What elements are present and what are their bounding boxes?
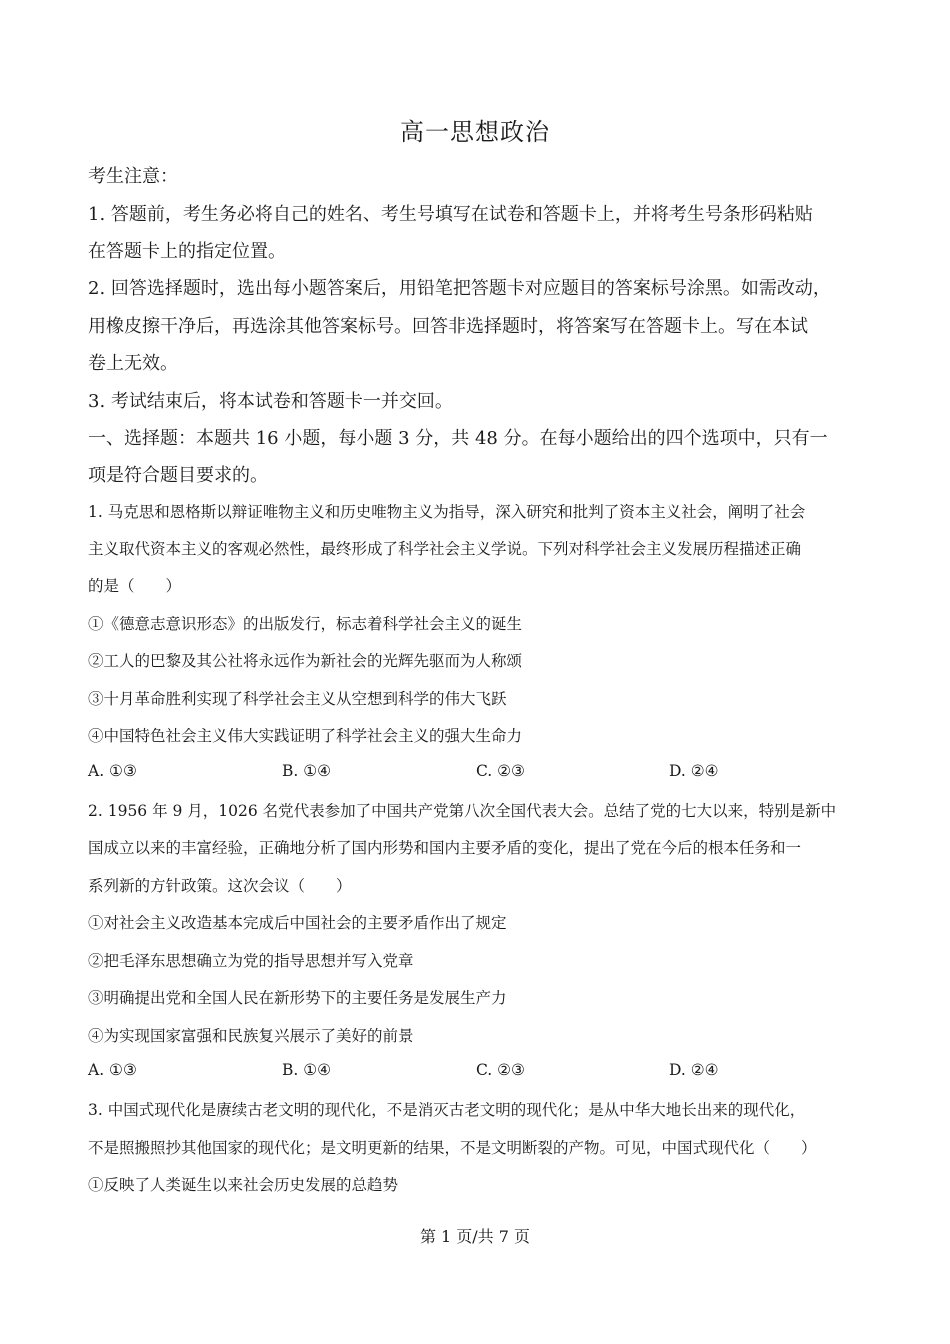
- q3-stem-line-2: 不是照搬照抄其他国家的现代化；是文明更新的结果，不是文明断裂的产物。可见，中国式现代化（ ）: [88, 1139, 817, 1157]
- q1-option-b: B. ①④: [282, 762, 332, 780]
- q2-item-4: ④为实现国家富强和民族复兴展示了美好的前景: [88, 1027, 414, 1045]
- q1-item-3: ③十月革命胜利实现了科学社会主义从空想到科学的伟大飞跃: [88, 690, 507, 708]
- notice-heading: 考生注意：: [88, 166, 178, 187]
- notice-1-line-1: 1. 答题前，考生务必将自己的姓名、考生号填写在试卷和答题卡上，并将考生号条形码粘贴: [88, 204, 813, 225]
- page-title: 高一思想政治: [400, 118, 550, 146]
- q1-item-2: ②工人的巴黎及其公社将永远作为新社会的光辉先驱而为人称颂: [88, 652, 523, 670]
- section-heading-line-1: 一、选择题：本题共 16 小题，每小题 3 分，共 48 分。在每小题给出的四个选项中，只有一: [88, 428, 828, 449]
- q1-stem-line-2: 主义取代资本主义的客观必然性，最终形成了科学社会主义学说。下列对科学社会主义发展历程描述正确: [88, 540, 802, 558]
- notice-2-line-3: 卷上无效。: [88, 353, 178, 374]
- q1-stem-line-3: 的是（ ）: [88, 577, 182, 595]
- notice-2-line-1: 2. 回答选择题时，选出每小题答案后，用铅笔把答题卡对应题目的答案标号涂黑。如需改动，: [88, 278, 831, 299]
- q3-stem-line-1: 3. 中国式现代化是赓续古老文明的现代化，不是消灭古老文明的现代化；是从中华大地长出来的现代化，: [88, 1101, 806, 1119]
- notice-1-line-2: 在答题卡上的指定位置。: [88, 241, 286, 262]
- q2-option-d: D. ②④: [669, 1061, 719, 1079]
- q1-option-a: A. ①③: [88, 762, 137, 780]
- q2-options: [88, 1061, 868, 1083]
- q1-options: [88, 762, 868, 784]
- q2-option-b: B. ①④: [282, 1061, 332, 1079]
- q1-stem-line-1: 1. 马克思和恩格斯以辩证唯物主义和历史唯物主义为指导，深入研究和批判了资本主义社会，阐明了社会: [88, 503, 806, 521]
- q1-item-4: ④中国特色社会主义伟大实践证明了科学社会主义的强大生命力: [88, 727, 523, 745]
- q1-option-d: D. ②④: [669, 762, 719, 780]
- q2-option-c: C. ②③: [476, 1061, 525, 1079]
- q3-item-1: ①反映了人类诞生以来社会历史发展的总趋势: [88, 1176, 399, 1194]
- page-footer: 第 1 页/共 7 页: [419, 1227, 531, 1246]
- q1-item-1: ①《德意志意识形态》的出版发行，标志着科学社会主义的诞生: [88, 615, 523, 633]
- q1-option-c: C. ②③: [476, 762, 525, 780]
- q2-item-1: ①对社会主义改造基本完成后中国社会的主要矛盾作出了规定: [88, 914, 507, 932]
- q2-item-3: ③明确提出党和全国人民在新形势下的主要任务是发展生产力: [88, 989, 507, 1007]
- q2-option-a: A. ①③: [88, 1061, 137, 1079]
- q2-stem-line-1: 2. 1956 年 9 月，1026 名党代表参加了中国共产党第八次全国代表大会。总结了党的七大以来，特别是新中: [88, 802, 837, 820]
- section-heading-line-2: 项是符合题目要求的。: [88, 465, 268, 486]
- q2-stem-line-2: 国成立以来的丰富经验，正确地分析了国内形势和国内主要矛盾的变化，提出了党在今后的根本任务和一: [88, 839, 802, 857]
- q2-item-2: ②把毛泽东思想确立为党的指导思想并写入党章: [88, 952, 414, 970]
- notice-3-line-1: 3. 考试结束后，将本试卷和答题卡一并交回。: [88, 391, 453, 412]
- notice-2-line-2: 用橡皮擦干净后，再选涂其他答案标号。回答非选择题时，将答案写在答题卡上。写在本试: [88, 316, 808, 337]
- q2-stem-line-3: 系列新的方针政策。这次会议（ ）: [88, 877, 352, 895]
